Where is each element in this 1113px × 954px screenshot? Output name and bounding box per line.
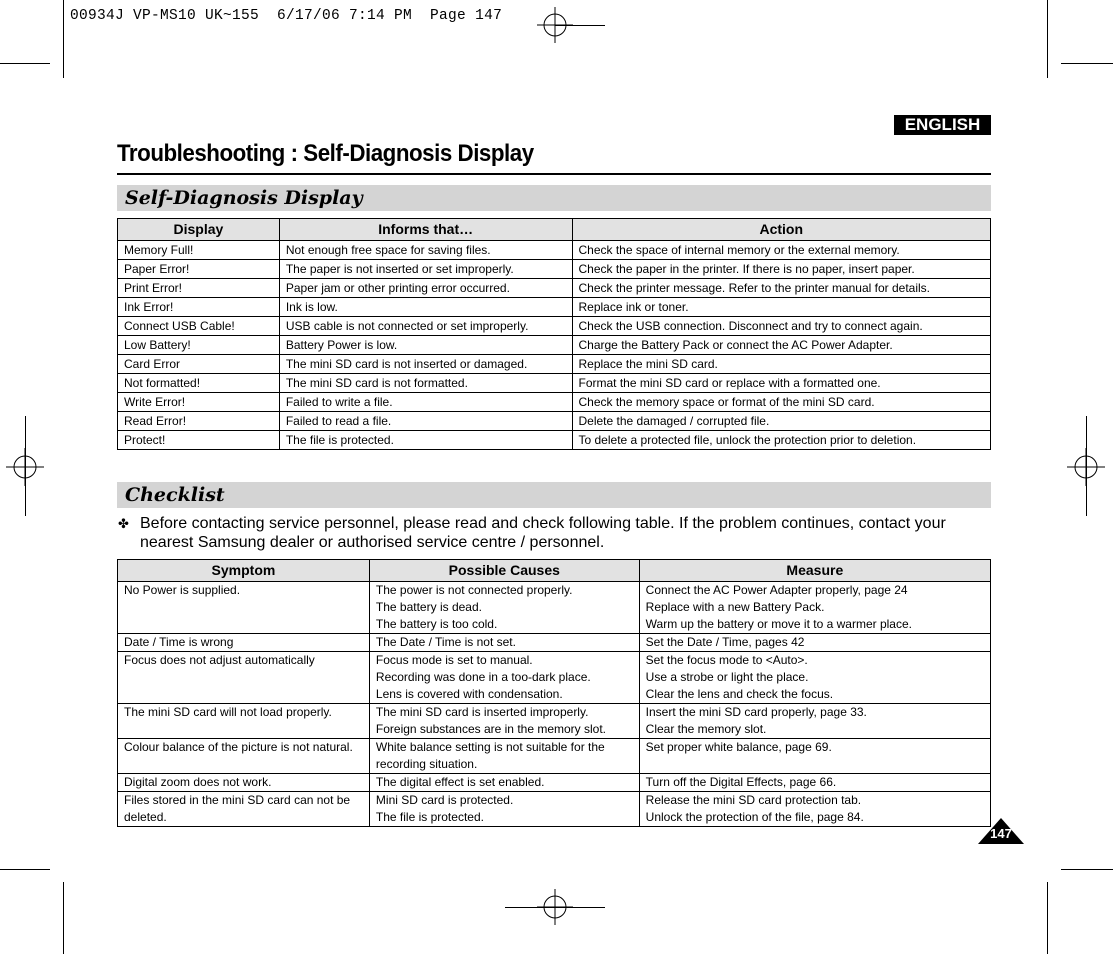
self-diagnosis-table: [117, 218, 991, 450]
table-row: [118, 279, 991, 298]
display-cell: Protect!: [118, 431, 280, 450]
causes-cell: [369, 582, 639, 634]
table-header-row: [118, 560, 991, 582]
action-cell: Check the USB connection. Disconnect and try to connect again.: [572, 317, 991, 336]
display-cell: Ink Error!: [118, 298, 280, 317]
causes-cell: [369, 739, 639, 774]
informs-cell: Failed to write a file.: [279, 393, 572, 412]
table-row: [118, 355, 991, 374]
action-cell: Check the memory space or format of the mini SD card.: [572, 393, 991, 412]
display-cell: Print Error!: [118, 279, 280, 298]
informs-cell: The paper is not inserted or set improperly.: [279, 260, 572, 279]
informs-cell: Ink is low.: [279, 298, 572, 317]
causes-line: Focus mode is set to manual.: [375, 653, 533, 667]
registration-line-top: [555, 25, 605, 26]
page-number: 147: [990, 826, 1012, 841]
measures-line: Warm up the battery or move it to a warmer place.: [645, 617, 912, 631]
table-row: [118, 431, 991, 450]
registration-line-bottom: [505, 907, 605, 908]
table-row: [118, 774, 991, 792]
measures-cell: [639, 739, 990, 774]
causes-cell: [369, 704, 639, 739]
symptom-cell: [118, 582, 370, 634]
symptom-cell: [118, 739, 370, 774]
action-cell: Check the space of internal memory or the external memory.: [572, 241, 991, 260]
measures-line: Insert the mini SD card properly, page 33.: [645, 705, 867, 719]
intro-text: Before contacting service personnel, please read and check following table. If the problem continues, contact your nearest Samsung dealer or authorised service centre / personnel.: [140, 515, 946, 551]
causes-line: Mini SD card is protected.: [375, 793, 514, 807]
symptom-line: Digital zoom does not work.: [124, 775, 272, 789]
informs-cell: Battery Power is low.: [279, 336, 572, 355]
action-cell: Check the printer message. Refer to the printer manual for details.: [572, 279, 991, 298]
measures-line: Unlock the protection of the file, page 84.: [645, 810, 864, 824]
table-row: [118, 393, 991, 412]
table-row: [118, 739, 991, 774]
measures-line: Set the Date / Time, pages 42: [645, 635, 805, 649]
symptom-line: The mini SD card will not load properly.: [124, 705, 332, 719]
column-header: Symptom: [118, 560, 370, 582]
symptom-line: Files stored in the mini SD card can not be: [124, 793, 351, 807]
measures-line: Release the mini SD card protection tab.: [645, 793, 862, 807]
causes-line: The digital effect is set enabled.: [375, 775, 545, 789]
informs-cell: The file is protected.: [279, 431, 572, 450]
column-header: Informs that…: [279, 219, 572, 241]
table-row: [118, 634, 991, 652]
measures-line: Connect the AC Power Adapter properly, page 24: [645, 583, 908, 597]
informs-cell: Failed to read a file.: [279, 412, 572, 431]
table-row: [118, 298, 991, 317]
checklist-table: [117, 559, 991, 827]
table-row: [118, 792, 991, 827]
action-cell: Check the paper in the printer. If there is no paper, insert paper.: [572, 260, 991, 279]
column-header: Possible Causes: [369, 560, 639, 582]
causes-line: White balance setting is not suitable for the: [375, 740, 605, 754]
causes-line: The file is protected.: [375, 810, 484, 824]
causes-cell: [369, 792, 639, 827]
informs-cell: The mini SD card is not inserted or damaged.: [279, 355, 572, 374]
page-number-badge: [978, 818, 1024, 844]
measures-cell: [639, 652, 990, 704]
causes-line: The Date / Time is not set.: [375, 635, 516, 649]
causes-line: Foreign substances are in the memory slot.: [375, 722, 607, 736]
display-cell: Write Error!: [118, 393, 280, 412]
causes-cell: [369, 774, 639, 792]
action-cell: Delete the damaged / corrupted file.: [572, 412, 991, 431]
causes-line: The mini SD card is inserted improperly.: [375, 705, 589, 719]
table-row: [118, 582, 991, 634]
section-heading-self-diagnosis: [117, 185, 991, 211]
print-slug: 00934J VP-MS10 UK~155 6/17/06 7:14 PM Page 147: [70, 8, 503, 24]
measures-cell: [639, 774, 990, 792]
measures-line: Clear the lens and check the focus.: [645, 687, 834, 701]
action-cell: Replace the mini SD card.: [572, 355, 991, 374]
measures-line: Turn off the Digital Effects, page 66.: [645, 775, 837, 789]
bullet-icon: ✤: [118, 516, 129, 531]
measures-line: Set proper white balance, page 69.: [645, 740, 832, 754]
symptom-line: deleted.: [124, 810, 167, 824]
table-row: [118, 336, 991, 355]
symptom-cell: [118, 634, 370, 652]
symptom-cell: [118, 792, 370, 827]
title-rule: [117, 173, 991, 175]
informs-cell: The mini SD card is not formatted.: [279, 374, 572, 393]
causes-line: Recording was done in a too-dark place.: [375, 670, 591, 684]
display-cell: Paper Error!: [118, 260, 280, 279]
table-row: [118, 241, 991, 260]
section-heading-text: Self-Diagnosis Display: [125, 187, 363, 209]
action-cell: Charge the Battery Pack or connect the AC Power Adapter.: [572, 336, 991, 355]
table-row: [118, 652, 991, 704]
measures-cell: [639, 704, 990, 739]
section-heading-checklist: [117, 482, 991, 508]
action-cell: Format the mini SD card or replace with a formatted one.: [572, 374, 991, 393]
display-cell: Read Error!: [118, 412, 280, 431]
display-cell: Not formatted!: [118, 374, 280, 393]
table-row: [118, 412, 991, 431]
symptom-line: Date / Time is wrong: [124, 635, 234, 649]
display-cell: Connect USB Cable!: [118, 317, 280, 336]
causes-line: The battery is too cold.: [375, 617, 498, 631]
causes-line: The power is not connected properly.: [375, 583, 573, 597]
display-cell: Card Error: [118, 355, 280, 374]
page-title: Troubleshooting : Self-Diagnosis Display: [117, 140, 534, 167]
column-header: Display: [118, 219, 280, 241]
display-cell: Memory Full!: [118, 241, 280, 260]
measures-line: Use a strobe or light the place.: [645, 670, 809, 684]
causes-cell: [369, 652, 639, 704]
display-cell: Low Battery!: [118, 336, 280, 355]
section-heading-text: Checklist: [125, 484, 225, 506]
measures-line: Replace with a new Battery Pack.: [645, 600, 825, 614]
informs-cell: Paper jam or other printing error occurred.: [279, 279, 572, 298]
column-header: Measure: [639, 560, 990, 582]
column-header: Action: [572, 219, 991, 241]
registration-line-right: [1086, 416, 1087, 516]
table-header-row: [118, 219, 991, 241]
table-row: [118, 704, 991, 739]
symptom-cell: [118, 704, 370, 739]
informs-cell: Not enough free space for saving files.: [279, 241, 572, 260]
symptom-cell: [118, 774, 370, 792]
action-cell: Replace ink or toner.: [572, 298, 991, 317]
action-cell: To delete a protected file, unlock the protection prior to deletion.: [572, 431, 991, 450]
measures-line: Clear the memory slot.: [645, 722, 767, 736]
informs-cell: USB cable is not connected or set improperly.: [279, 317, 572, 336]
symptom-line: Focus does not adjust automatically: [124, 653, 315, 667]
causes-line: The battery is dead.: [375, 600, 482, 614]
symptom-cell: [118, 652, 370, 704]
table-row: [118, 317, 991, 336]
causes-line: Lens is covered with condensation.: [375, 687, 563, 701]
causes-cell: [369, 634, 639, 652]
table-row: [118, 260, 991, 279]
symptom-line: No Power is supplied.: [124, 583, 241, 597]
language-badge: ENGLISH: [894, 115, 991, 135]
symptom-line: Colour balance of the picture is not natural.: [124, 740, 353, 754]
measures-cell: [639, 792, 990, 827]
registration-line-left: [25, 416, 26, 516]
table-row: [118, 374, 991, 393]
causes-line: recording situation.: [375, 757, 478, 771]
measures-cell: [639, 634, 990, 652]
measures-cell: [639, 582, 990, 634]
measures-line: Set the focus mode to <Auto>.: [645, 653, 808, 667]
